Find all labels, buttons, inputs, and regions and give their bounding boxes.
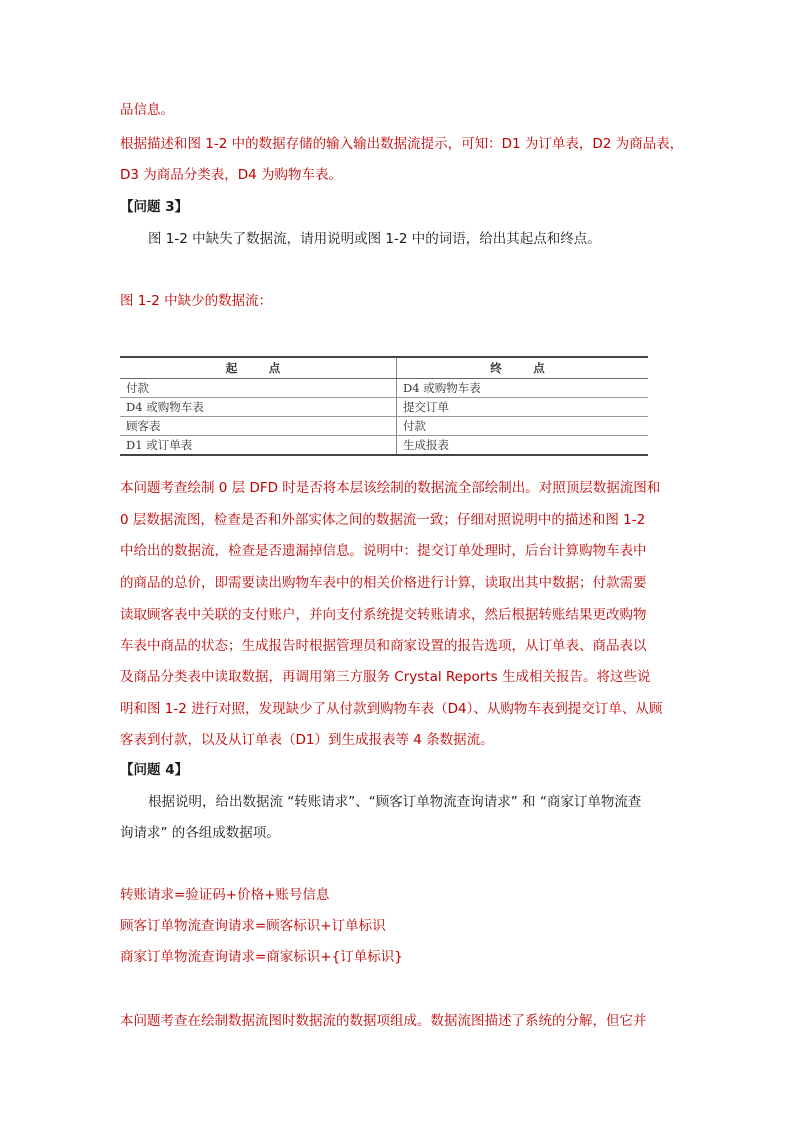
analysis-line: 中给出的数据流，检查是否遗漏掉信息。说明中：提交订单处理时，后台计算购物车表中 <box>120 543 647 559</box>
analysis-line: 客表到付款，以及从订单表（D1）到生成报表等 4 条数据流。 <box>120 732 494 748</box>
cell-end: 付款 <box>397 417 649 436</box>
analysis-line: 0 层数据流图，检查是否和外部实体之间的数据流一致；仔细对照说明中的描述和图 1-2 <box>120 512 646 528</box>
column-header-start: 起 点 <box>120 357 397 379</box>
missing-flows-caption: 图 1-2 中缺少的数据流： <box>120 293 273 309</box>
cell-end: 提交订单 <box>397 398 649 417</box>
question-4-text: 询请求” 的各组成数据项。 <box>120 825 280 841</box>
analysis-line: 本问题考查在绘制数据流图时数据流的数据项组成。数据流图描述了系统的分解，但它并 <box>120 1013 647 1029</box>
cell-end: D4 或购物车表 <box>397 379 649 398</box>
analysis-line: 明和图 1-2 进行对照，发现缺少了从付款到购物车表（D4）、从购物车表到提交订单、从顾 <box>120 701 663 717</box>
cell-start: 顾客表 <box>120 417 397 436</box>
question-4-heading: 【问题 4】 <box>120 762 189 778</box>
analysis-line: 的商品的总价，即需要读出购物车表中的相关价格进行计算，读取出其中数据；付款需要 <box>120 575 647 591</box>
question-3-heading: 【问题 3】 <box>120 199 189 215</box>
answer-line: 根据描述和图 1-2 中的数据存储的输入输出数据流提示，可知：D1 为订单表，D2 为商品表， <box>120 136 684 152</box>
answer-line: 商家订单物流查询请求=商家标识+{订单标识} <box>120 949 403 965</box>
analysis-line: 及商品分类表中读取数据，再调用第三方服务 Crystal Reports 生成相关报告。将这些说 <box>120 669 651 685</box>
cell-end: 生成报表 <box>397 436 649 456</box>
missing-dataflow-table <box>120 356 648 456</box>
answer-line: 顾客订单物流查询请求=顾客标识+订单标识 <box>120 918 386 934</box>
question-4-text: 根据说明，给出数据流 “转账请求”、“顾客订单物流查询请求” 和 “商家订单物流查 <box>148 794 642 810</box>
table-row <box>120 436 648 456</box>
answer-line: 转账请求=验证码+价格+账号信息 <box>120 887 330 903</box>
answer-line: 品信息。 <box>120 102 174 118</box>
table-row <box>120 379 648 398</box>
analysis-line: 本问题考查绘制 0 层 DFD 时是否将本层该绘制的数据流全部绘制出。对照顶层数据流图和 <box>120 480 661 496</box>
table-row <box>120 417 648 436</box>
cell-start: D4 或购物车表 <box>120 398 397 417</box>
analysis-line: 读取顾客表中关联的支付账户，并向支付系统提交转账请求，然后根据转账结果更改购物 <box>120 607 647 623</box>
table-row <box>120 398 648 417</box>
answer-line: D3 为商品分类表，D4 为购物车表。 <box>120 167 343 183</box>
question-3-text: 图 1-2 中缺失了数据流，请用说明或图 1-2 中的词语，给出其起点和终点。 <box>148 231 601 247</box>
column-header-end: 终 点 <box>397 357 649 379</box>
cell-start: D1 或订单表 <box>120 436 397 456</box>
cell-start: 付款 <box>120 379 397 398</box>
table-header-row <box>120 357 648 379</box>
analysis-line: 车表中商品的状态；生成报告时根据管理员和商家设置的报告选项，从订单表、商品表以 <box>120 638 647 654</box>
